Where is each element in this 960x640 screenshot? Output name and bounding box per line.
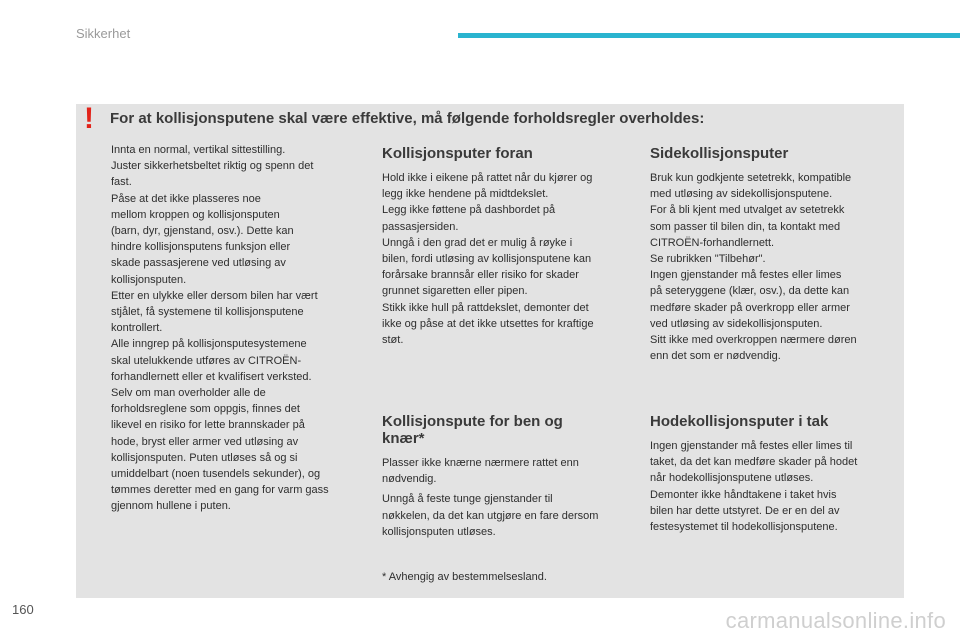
- text-line: stjålet, få systemene til kollisjonsputene: [111, 306, 304, 319]
- text-line: Unngå å feste tunge gjenstander til: [382, 493, 553, 506]
- text-line: Alle inngrep på kollisjonsputesystemene: [111, 338, 307, 351]
- text-line: Sitt ikke med overkroppen nærmere døren: [650, 334, 857, 347]
- side-airbags-section: [650, 145, 890, 364]
- header-accent-rule: [458, 33, 960, 38]
- text-line: Ingen gjenstander må festes eller limes: [650, 269, 842, 282]
- text-line: forårsake brannsår eller risiko for skader: [382, 269, 579, 282]
- text-line: bilen, fordi utløsing av kollisjonsputene kan: [382, 253, 592, 266]
- text-line: kontrollert.: [111, 322, 163, 335]
- text-line: forholdsreglene som oppgis, finnes det: [111, 403, 300, 416]
- text-line: Bruk kun godkjente setetrekk, kompatible: [650, 172, 852, 184]
- head-airbags-heading: Hodekollisjonsputer i tak: [650, 413, 829, 430]
- text-line: støt.: [382, 334, 404, 347]
- text-line: med utløsing av sidekollisjonsputene.: [650, 188, 833, 201]
- watermark: carmanualsonline.info: [725, 608, 946, 633]
- text-line: Stikk ikke hull på rattdekslet, demonter det: [382, 301, 589, 314]
- text-line: Hold ikke i eikene på rattet når du kjører og: [382, 172, 593, 184]
- text-line: festesystemet til hodekollisjonsputene.: [650, 521, 838, 534]
- text-line: når hodekollisjonsputene utløses.: [650, 472, 814, 485]
- knee-airbag-section: [382, 413, 630, 540]
- head-airbags-section: [650, 413, 890, 535]
- heading-line: knær*: [382, 430, 425, 447]
- text-line: kollisjonsputen.: [111, 273, 187, 286]
- text-line: hindre kollisjonsputens funksjon eller: [111, 241, 291, 254]
- text-line: Innta en normal, vertikal sittestilling.: [111, 144, 286, 156]
- side-airbags-heading: Sidekollisjonsputer: [650, 145, 789, 162]
- text-line: tømmes deretter med en gang for varm gass: [111, 484, 329, 497]
- heading-line: Kollisjonspute for ben og: [382, 413, 563, 430]
- knee-airbag-heading: [382, 413, 630, 447]
- text-line: nødvendig.: [382, 473, 437, 486]
- text-line: bilen har dette utstyret. De er en del av: [650, 504, 840, 517]
- text-line: nøkkelen, da det kan utgjøre en fare dersom: [382, 509, 599, 522]
- text-line: fast.: [111, 176, 132, 189]
- general-precautions: [111, 142, 361, 515]
- section-title: Sikkerhet: [76, 26, 131, 41]
- text-line: passasjersiden.: [382, 220, 459, 233]
- text-line: på seteryggene (klær, osv.), da dette kan: [650, 285, 850, 298]
- text-line: kollisjonsputen. Puten utløses så og si: [111, 451, 298, 464]
- text-line: kollisjonsputen utløses.: [382, 525, 496, 538]
- text-line: skade passasjerene ved utløsing av: [111, 257, 286, 270]
- text-line: hode, bryst eller armer ved utløsing av: [111, 435, 299, 448]
- text-line: Plasser ikke knærne nærmere rattet enn: [382, 457, 579, 469]
- front-airbags-heading: Kollisjonsputer foran: [382, 145, 533, 162]
- text-line: Selv om man overholder alle de: [111, 387, 266, 400]
- text-line: taket, da det kan medføre skader på hodet: [650, 456, 858, 469]
- text-line: forhandlernett eller et kvalifisert verksted.: [111, 370, 312, 383]
- text-line: For å bli kjent med utvalget av setetrekk: [650, 204, 845, 217]
- text-line: umiddelbart (noen tusendels sekunder), og: [111, 468, 321, 481]
- text-line: CITROËN-forhandlernett.: [650, 236, 775, 249]
- text-line: Etter en ulykke eller dersom bilen har vært: [111, 289, 318, 302]
- text-line: Ingen gjenstander må festes eller limes til: [650, 440, 853, 452]
- text-line: som passer til bilen din, ta kontakt med: [650, 220, 841, 233]
- text-line: Se rubrikken "Tilbehør".: [650, 253, 766, 266]
- front-airbags-section: [382, 145, 627, 348]
- text-line: ved utløsing av sidekollisjonsputen.: [650, 317, 823, 330]
- text-line: gjennom hullene i puten.: [111, 500, 231, 513]
- panel-title: For at kollisjonsputene skal være effektive, må følgende forholdsregler overholdes:: [110, 110, 705, 127]
- text-line: enn det som er nødvendig.: [650, 350, 781, 363]
- text-line: grunnet sigaretten eller pipen.: [382, 285, 528, 298]
- text-line: Demonter ikke håndtakene i taket hvis: [650, 488, 837, 501]
- text-line: likevel en risiko for lette brannskader på: [111, 419, 305, 432]
- text-line: Påse at det ikke plasseres noe: [111, 192, 261, 205]
- text-line: skal utelukkende utføres av CITROËN-: [111, 354, 302, 367]
- footnote: * Avhengig av bestemmelsesland.: [382, 571, 547, 583]
- text-line: medføre skader på overkropp eller armer: [650, 301, 850, 314]
- warning-icon: !: [84, 102, 94, 135]
- text-line: (barn, dyr, gjenstand, osv.). Dette kan: [111, 225, 294, 238]
- text-line: ikke og påse at det ikke utsettes for kraftige: [382, 317, 594, 330]
- text-line: Legg ikke føttene på dashbordet på: [382, 204, 556, 217]
- text-line: mellom kroppen og kollisjonsputen: [111, 208, 280, 221]
- text-line: legg ikke hendene på midtdekslet.: [382, 188, 549, 201]
- text-line: Unngå i den grad det er mulig å røyke i: [382, 236, 573, 249]
- text-line: Juster sikkerhetsbeltet riktig og spenn det: [111, 160, 314, 173]
- page-number: 160: [12, 602, 34, 617]
